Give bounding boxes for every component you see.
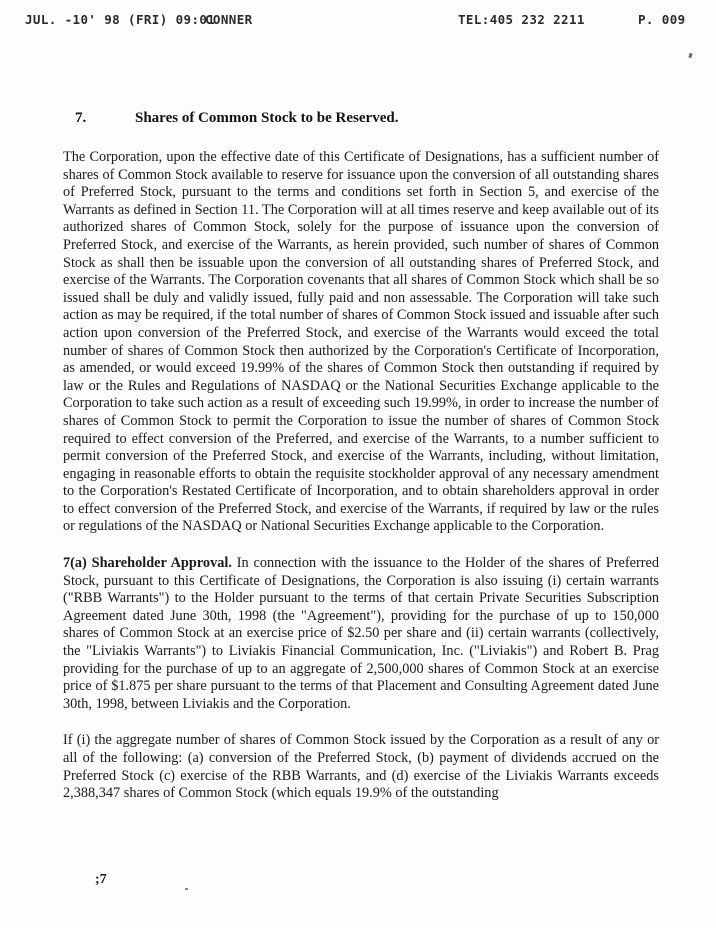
section-title: Shares of Common Stock to be Reserved. — [135, 110, 399, 126]
fax-telephone-number: TEL:405 232 2211 — [458, 12, 585, 27]
fax-timestamp: JUL. -10' 98 (FRI) 09:01 — [25, 12, 216, 27]
paragraph-shareholder-approval — [63, 555, 659, 713]
scan-speck — [185, 888, 188, 890]
document-body — [63, 110, 659, 822]
subsection-7a-label: 7(a) Shareholder Approval. — [63, 555, 232, 572]
paragraph-reserved-shares: The Corporation, upon the effective date of this Certificate of Designations, has a sufficient number of shares of Common Stock available to reserve for issuance upon the conversion of all outstanding shares of Preferred Stock, pursuant to the terms and conditions set forth in Section 5, and exercise of the Warrants as defined in Section 11. The Corporation will at all times reserve and keep available out of its authorized shares of Common Stock, solely for the purpose of issuance upon the conversion of Preferred Stock, and exercise of the Warrants, as herein provided, such number of shares of Common Stock as shall then be issuable upon the conversion of all outstanding shares of Preferred Stock, and exercise of the Warrants. The Corporation covenants that all shares of Common Stock which shall be so issued shall be duly and validly issued, fully paid and non assessable. The Corporation will take such action as may be required, if the total number of shares of Common Stock issued and issuable after such action upon conversion of the Preferred Stock, and exercise of the Warrants would exceed the total number of shares of Common Stock then authorized by the Corporation's Certificate of Incorporation, as amended, or would exceed 19.99% of the shares of Common Stock then outstanding if required by law or the Rules and Regulations of NASDAQ or the National Securities Exchange applicable to the Corporation to take such action as a result of exceeding such 19.99%, in order to increase the number of shares of Common Stock to permit the Corporation to issue the number of shares of Common Stock required to effect conversion of the Preferred, and exercise of the Warrants, to a number sufficient to permit conversion of the Preferred Stock, and exercise of the Warrants, including, without limitation, engaging in reasonable efforts to obtain the requisite stockholder approval of any necessary amendment to the Corporation's Restated Certificate of Incorporation, and to obtain shareholders approval in order to effect conversion of the Preferred Stock, and exercise of the Warrants, if required by law or the rules or regulations of the NASDAQ or National Securities Exchange applicable to the Corporation. — [63, 149, 659, 535]
section-number: 7. — [75, 110, 87, 126]
fax-page-number: P. 009 — [638, 12, 686, 27]
fax-header — [0, 12, 716, 30]
subsection-7a-body: In connection with the issuance to the Holder of the shares of Preferred Stock, pursuant to this Certificate of Designations, the Corporation is also issuing (i) certain warrants ("RBB Warrants") to the Holder pursuant to the terms of that certain Private Securities Subscription Agreement dated June 30th, 1998 (the "Agreement"), providing for the purchase of up to 150,000 shares of Common Stock at an exercise price of $2.50 per share and (ii) certain warrants (collectively, the "Liviakis Warrants") to Liviakis Financial Communication, Inc. ("Liviakis") and Robert B. Prag providing for the purchase of up to an aggregate of 2,500,000 shares of Common Stock at an exercise price of $1.875 per share pursuant to the terms of that Placement and Consulting Agreement dated June 30th, 1998, between Liviakis and the Corporation. — [63, 555, 659, 712]
fax-sender-name: CONNER — [205, 12, 253, 27]
scan-artifact — [688, 53, 693, 59]
page-footer-mark: ;7 — [95, 872, 107, 887]
paragraph-aggregate-condition: If (i) the aggregate number of shares of Common Stock issued by the Corporation as a result of any or all of the following: (a) conversion of the Preferred Stock, (b) payment of dividends accrued on the Preferred Stock (c) exercise of the RBB Warrants, and (d) exercise of the Liviakis Warrants exceeds 2,388,347 shares of Common Stock (which equals 19.9% of the outstanding — [63, 732, 659, 802]
section-heading — [63, 110, 659, 127]
